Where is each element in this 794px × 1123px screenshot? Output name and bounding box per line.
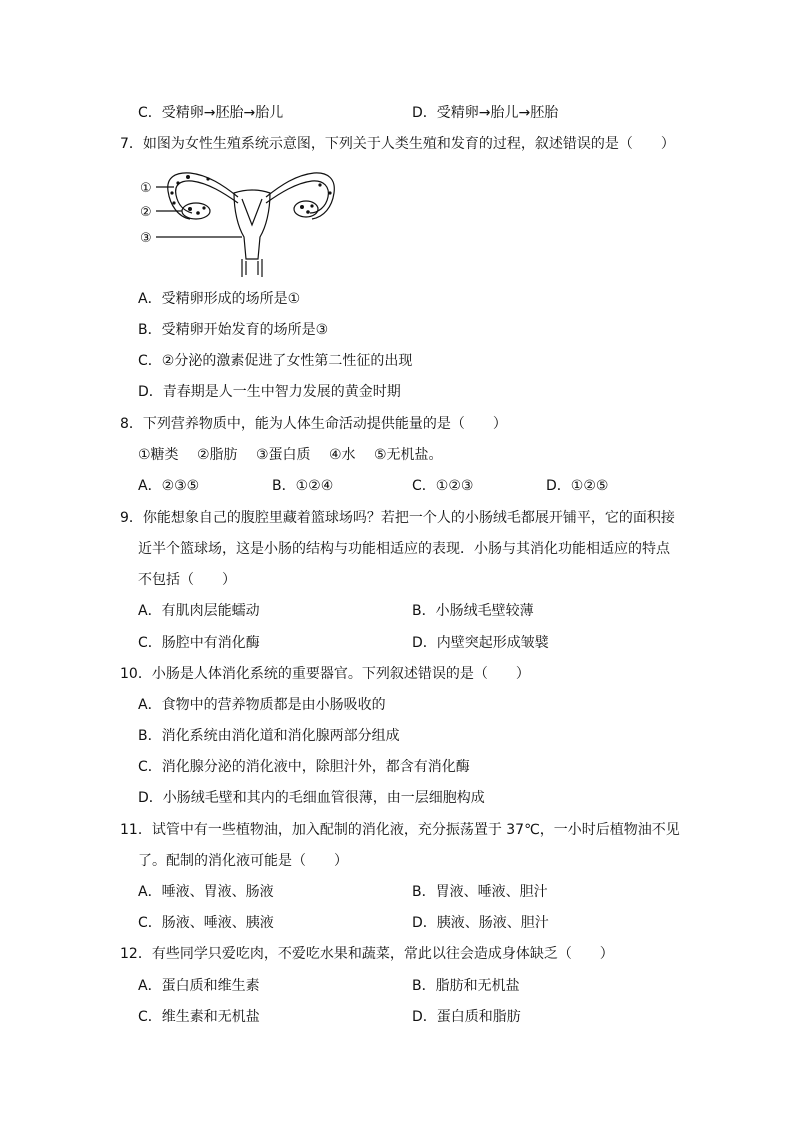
q12-option-c: C．维生素和无机盐 xyxy=(138,1009,260,1025)
q10-option-a: A．食物中的营养物质都是由小肠吸收的 xyxy=(138,697,386,713)
q11-stem-line-1: 11．试管中有一些植物油，加入配制的消化液，充分振荡置于 37℃，一小时后植物油不见 xyxy=(120,822,680,838)
q8-stem: 8．下列营养物质中，能为人体生命活动提供能量的是（ ） xyxy=(120,416,507,432)
q7-option-d: D．青春期是人一生中智力发展的黄金时期 xyxy=(138,384,401,400)
female-reproductive-system-diagram xyxy=(138,163,338,281)
q7-option-b: B．受精卵开始发育的场所是③ xyxy=(138,322,329,338)
q8-option-c: C．①②③ xyxy=(412,478,474,494)
q9-option-a: A．有肌肉层能蠕动 xyxy=(138,603,260,619)
q11-stem-line-2: 了。配制的消化液可能是（ ） xyxy=(138,853,348,869)
q7-option-c: C．②分泌的激素促进了女性第二性征的出现 xyxy=(138,353,413,369)
q10-stem: 10．小肠是人体消化系统的重要器官。下列叙述错误的是（ ） xyxy=(120,666,530,682)
q8-option-d: D．①②⑤ xyxy=(546,478,609,494)
q9-stem-line-3: 不包括（ ） xyxy=(138,572,236,588)
q10-option-c: C．消化腺分泌的消化液中，除胆汁外，都含有消化酶 xyxy=(138,759,470,775)
q7-stem: 7．如图为女性生殖系统示意图，下列关于人类生殖和发育的过程，叙述错误的是（ ） xyxy=(120,136,675,152)
q9-option-d: D．内壁突起形成皱襞 xyxy=(412,635,549,651)
q8-items: ①糖类 ②脂肪 ③蛋白质 ④水 ⑤无机盐。 xyxy=(138,447,443,463)
diagram-label-2: ② xyxy=(140,205,152,220)
q9-option-c: C．肠腔中有消化酶 xyxy=(138,635,260,651)
q12-option-b: B．脂肪和无机盐 xyxy=(412,978,520,994)
q8-option-b: B．①②④ xyxy=(272,478,334,494)
q12-option-d: D．蛋白质和脂肪 xyxy=(412,1009,521,1025)
q12-option-a: A．蛋白质和维生素 xyxy=(138,978,260,994)
q11-option-a: A．唾液、胃液、肠液 xyxy=(138,884,274,900)
q6-option-d: D．受精卵→胎儿→胚胎 xyxy=(412,105,559,121)
q9-stem-line-1: 9．你能想象自己的腹腔里藏着篮球场吗？若把一个人的小肠绒毛都展开铺平，它的面积接 xyxy=(120,510,675,526)
q10-option-b: B．消化系统由消化道和消化腺两部分组成 xyxy=(138,728,400,744)
q11-option-c: C．肠液、唾液、胰液 xyxy=(138,915,274,931)
q9-option-b: B．小肠绒毛壁较薄 xyxy=(412,603,534,619)
q6-option-c: C．受精卵→胚胎→胎儿 xyxy=(138,105,284,121)
q12-stem: 12．有些同学只爱吃肉，不爱吃水果和蔬菜，常此以往会造成身体缺乏（ ） xyxy=(120,946,614,962)
diagram-label-3: ③ xyxy=(140,231,152,246)
diagram-label-1: ① xyxy=(140,181,152,196)
q10-option-d: D．小肠绒毛壁和其内的毛细血管很薄，由一层细胞构成 xyxy=(138,790,485,806)
q8-option-a: A．②③⑤ xyxy=(138,478,200,494)
q11-option-d: D．胰液、肠液、胆汁 xyxy=(412,915,549,931)
q11-option-b: B．胃液、唾液、胆汁 xyxy=(412,884,548,900)
q9-stem-line-2: 近半个篮球场，这是小肠的结构与功能相适应的表现．小肠与其消化功能相适应的特点 xyxy=(138,541,670,557)
q7-option-a: A．受精卵形成的场所是① xyxy=(138,291,301,307)
